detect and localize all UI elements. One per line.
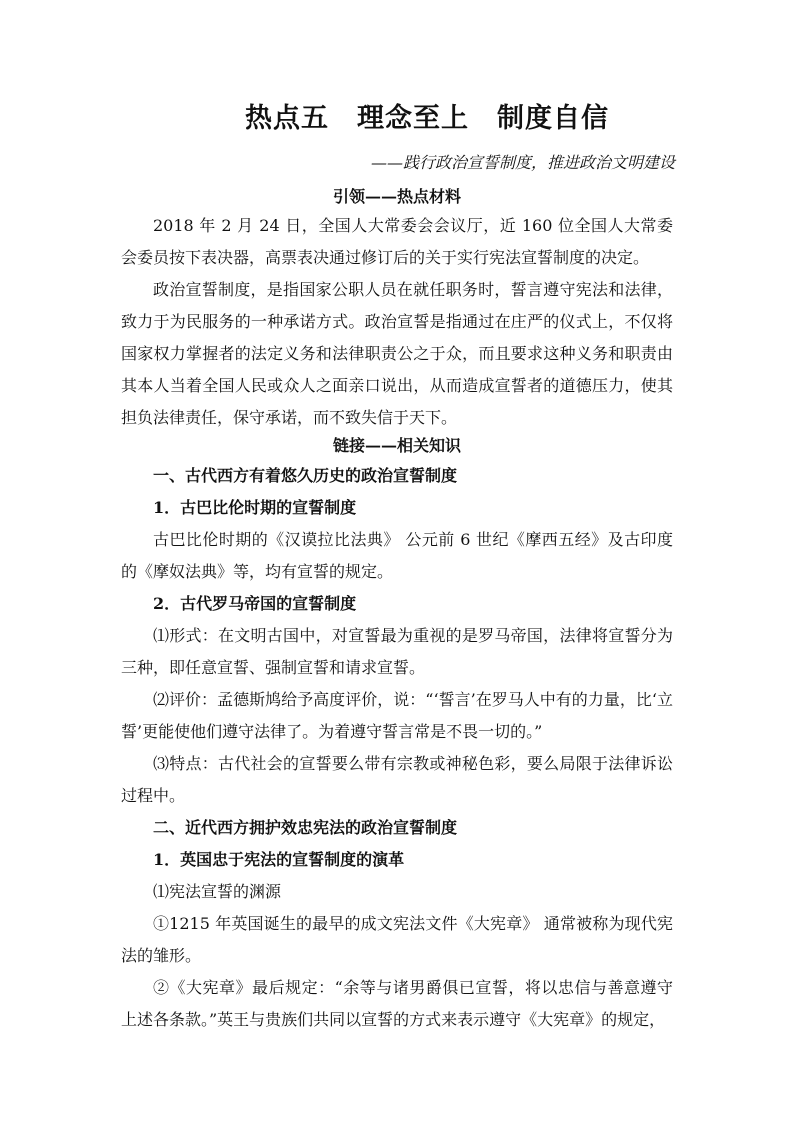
paragraph-babylon: 古巴比伦时期的《汉谟拉比法典》 公元前 6 世纪《摩西五经》及古印度的《摩奴法典》等，均有宣誓的规定。 — [121, 530, 673, 581]
heading-babylon: 1．古巴比伦时期的宣誓制度 — [153, 498, 357, 517]
heading-rome: 2．古代罗马帝国的宣誓制度 — [153, 594, 357, 613]
lead-material — [121, 210, 673, 434]
knowledge-content — [121, 460, 673, 1036]
paragraph-2: 政治宣誓制度，是指国家公职人员在就任职务时，誓言遵守宪法和法律，致力于为民服务的一种承诺方式。政治宣誓是指通过在庄严的仪式上，不仅将国家权力掌握者的法定义务和法律职责公之于众，而且要求这种义务和职责由其本人当着全国人民或众人之面亲口说出，从而造成宣誓者的道德压力，使其担负法律责任，保守承诺，而不致失信于天下。 — [121, 280, 673, 427]
heading-ancient-west: 一、古代西方有着悠久历史的政治宣誓制度 — [153, 466, 458, 485]
paragraph-rome-form: ⑴形式：在文明古国中，对宣誓最为重视的是罗马帝国，法律将宣誓分为三种，即任意宣誓、强制宣誓和请求宣誓。 — [121, 626, 673, 677]
heading-england: 1．英国忠于宪法的宣誓制度的演革 — [153, 850, 405, 869]
page-title: 热点五 理念至上 制度自信 — [245, 103, 609, 134]
paragraph-rome-feature: ⑶特点：古代社会的宣誓要么带有宗教或神秘色彩，要么局限于法律诉讼过程中。 — [121, 754, 673, 805]
section-heading-knowledge: 链接——相关知识 — [332, 436, 461, 455]
paragraph-rome-evaluation: ⑵评价：孟德斯鸠给予高度评价，说：“‘誓言’在罗马人中有的力量，比‘立誓’更能使他们遵守法律了。为着遵守誓言常是不畏一切的。” — [121, 690, 673, 741]
paragraph-magna-carta-1: ①1215 年英国诞生的最早的成文宪法文件《大宪章》 通常被称为现代宪法的雏形。 — [121, 914, 673, 965]
heading-modern-west: 二、近代西方拥护效忠宪法的政治宣誓制度 — [153, 818, 458, 837]
paragraph-1: 2018 年 2 月 24 日，全国人大常委会会议厅，近 160 位全国人大常委会委员按下表决器，高票表决通过修订后的关于实行宪法宣誓制度的决定。 — [121, 216, 673, 267]
paragraph-magna-carta-2: ②《大宪章》最后规定：“余等与诸男爵俱已宣誓，将以忠信与善意遵守上述各条款。”英王与贵族们共同以宣誓的方式来表示遵守《大宪章》的规定， — [121, 978, 673, 1029]
page-subtitle: ——践行政治宣誓制度，推进政治文明建设 — [370, 153, 675, 172]
subheading-origin: ⑴宪法宣誓的渊源 — [153, 882, 282, 901]
section-heading-lead: 引领——热点材料 — [332, 187, 461, 206]
